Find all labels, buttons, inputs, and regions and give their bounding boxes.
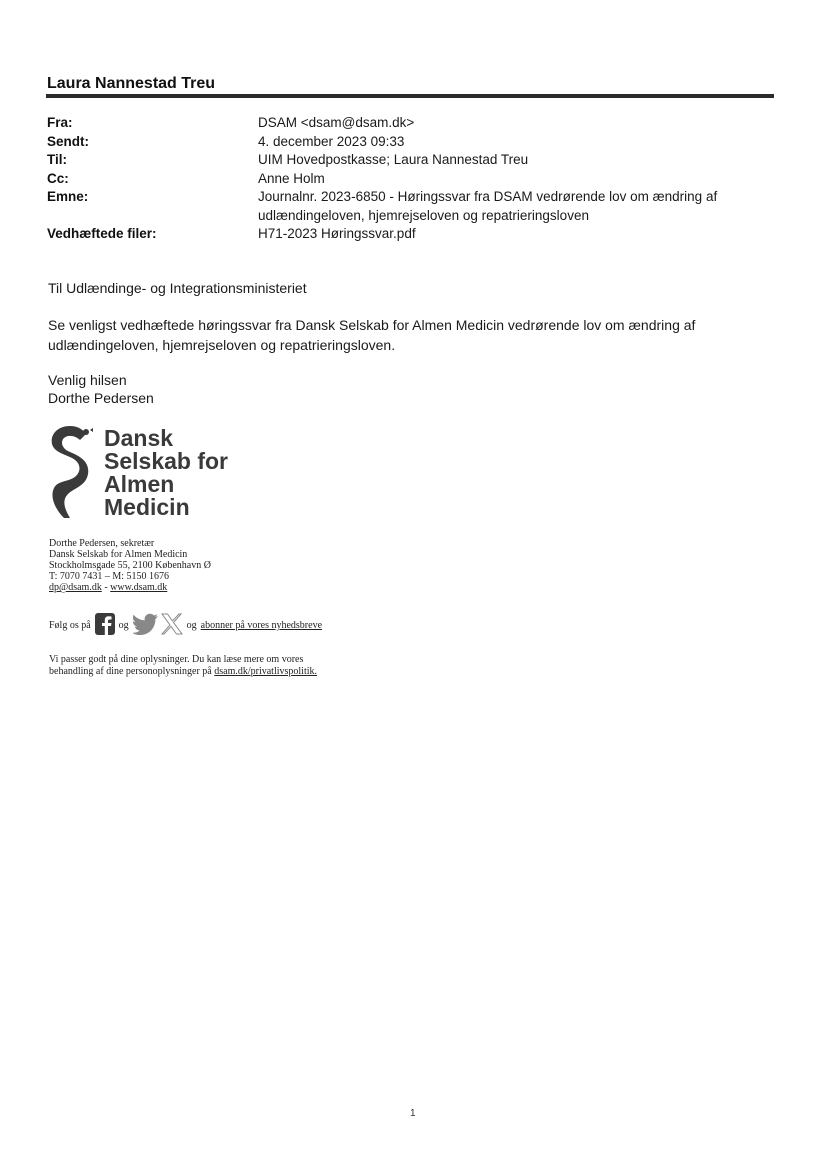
privacy-line: Vi passer godt på dine oplysninger. Du kan læse mere om vores: [49, 654, 304, 665]
twitter-bird-icon[interactable]: [133, 613, 159, 638]
meta-label: Fra:: [47, 115, 73, 130]
meta-row-cc: [47, 170, 758, 189]
logo-line: Almen: [104, 471, 175, 497]
dsam-logo: [46, 422, 246, 527]
separator: -: [104, 582, 108, 593]
social-follow-row: [49, 613, 322, 638]
privacy-line-2: [49, 666, 317, 678]
signature-line: Dorthe Pedersen, sekretær: [49, 538, 155, 549]
sender-name: Dorthe Pedersen: [48, 390, 154, 406]
body-paragraph: [48, 315, 695, 355]
closing: Venlig hilsen: [48, 372, 127, 388]
facebook-icon[interactable]: [95, 613, 115, 638]
attachment-filename[interactable]: H71-2023 Høringssvar.pdf: [258, 226, 416, 241]
signature-line: Stockholmsgade 55, 2100 København Ø: [49, 560, 211, 571]
logo-line: Medicin: [104, 494, 190, 520]
meta-value: Journalnr. 2023-6850 - Høringssvar fra DSAM vedrørende lov om ændring af udlændingeloven, hjemrejseloven og repatrieringsloven: [258, 189, 718, 223]
newsletter-link[interactable]: abonner på vores nyhedsbreve: [200, 620, 323, 631]
x-icon[interactable]: [161, 613, 183, 638]
meta-row-to: [47, 151, 758, 170]
serpent-staff-icon: [52, 426, 93, 518]
meta-label: Emne:: [47, 189, 89, 204]
meta-label: Sendt:: [47, 133, 89, 149]
meta-row-attachments: [47, 225, 758, 244]
privacy-policy-link[interactable]: dsam.dk/privatlivspolitik.: [214, 666, 318, 677]
meta-row-sent: [47, 133, 758, 152]
meta-label: Cc:: [47, 170, 69, 186]
email-link[interactable]: dp@dsam.dk: [49, 582, 102, 593]
follow-prefix: Følg os på: [49, 620, 91, 631]
paragraph-line: udlændingeloven, hjemrejseloven og repatrieringsloven.: [48, 337, 396, 353]
privacy-line-prefix: behandling af dine personoplysninger på: [49, 666, 212, 677]
og-text: og: [118, 620, 129, 631]
meta-value: UIM Hovedpostkasse; Laura Nannestad Treu: [258, 152, 529, 167]
logo-line: Selskab for: [104, 448, 228, 474]
website-link[interactable]: www.dsam.dk: [110, 582, 168, 593]
header-rule: [46, 94, 774, 98]
meta-value: 4. december 2023 09:33: [258, 133, 405, 149]
meta-row-from: [47, 114, 758, 133]
meta-label: Til:: [47, 152, 67, 167]
meta-label: Vedhæftede filer:: [47, 226, 157, 241]
meta-row-subject: [47, 188, 758, 225]
greeting: Til Udlændinge- og Integrationsministeriet: [48, 280, 307, 296]
logo-line: Dansk: [104, 425, 174, 451]
signature-line: T: 7070 7431 – M: 5150 1676: [49, 571, 170, 582]
closing-block: [48, 371, 154, 407]
recipient-name-header: Laura Nannestad Treu: [47, 75, 216, 92]
signature-line: Dansk Selskab for Almen Medicin: [49, 549, 188, 560]
privacy-notice: [49, 654, 317, 678]
meta-value: DSAM <dsam@dsam.dk>: [258, 115, 415, 130]
email-signature: [49, 538, 211, 593]
email-metadata: [47, 114, 758, 244]
paragraph-line: Se venligst vedhæftede høringssvar fra Dansk Selskab for Almen Medicin vedrørende lov om ændring af: [48, 317, 696, 333]
og-text: og: [186, 620, 197, 631]
signature-contact-links: [49, 582, 211, 593]
page-number: 1: [410, 1108, 416, 1119]
meta-value: Anne Holm: [258, 170, 325, 186]
